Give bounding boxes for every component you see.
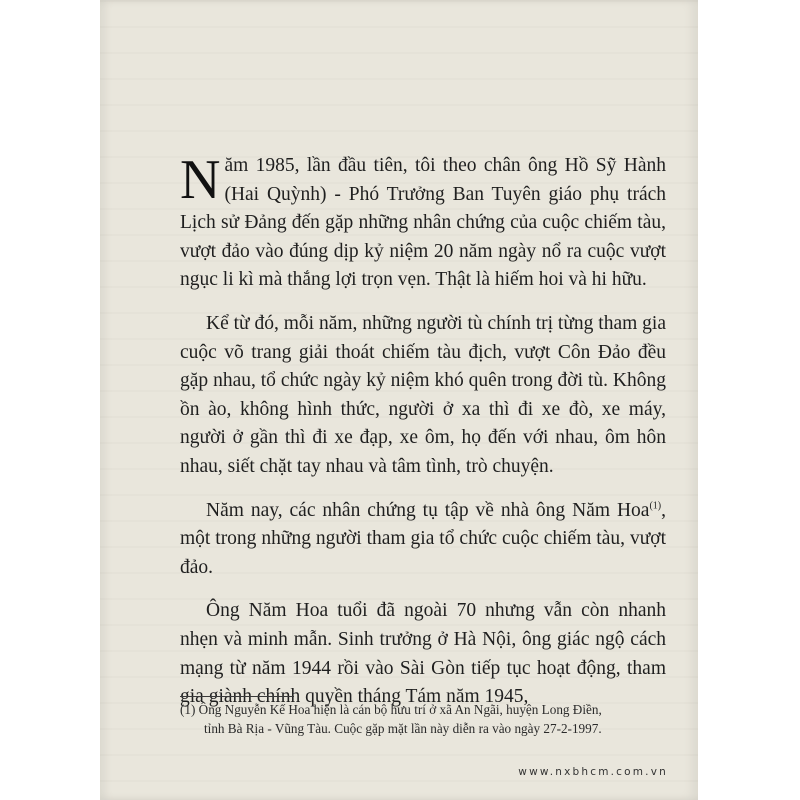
footnote-reference: (1)	[649, 500, 662, 512]
paragraph-3	[180, 497, 666, 583]
paragraph-4: Ông Năm Hoa tuổi đã ngoài 70 nhưng vẫn còn nhanh nhẹn và minh mẫn. Sinh trưởng ở Hà Nội, ông giác ngộ cách mạng từ năm 1944 rồi vào Sài Gòn tiếp tục hoạt động, tham gia giành chính quyền tháng Tám năm 1945,	[180, 600, 666, 708]
book-page	[100, 0, 698, 800]
footnote-line-1: (1) Ông Nguyễn Kế Hoa hiện là cán bộ hưu trí ở xã An Ngãi, huyện Long Điền,	[180, 702, 602, 717]
paragraph-1	[180, 149, 666, 295]
body-text	[180, 149, 666, 727]
publisher-website: www.nxbhcm.com.vn	[518, 766, 668, 778]
footnote-line-2: tỉnh Bà Rịa - Vũng Tàu. Cuộc gặp mặt lần này diễn ra vào ngày 27-2-1997.	[204, 721, 602, 736]
paragraph-3-text-before: Năm nay, các nhân chứng tụ tập về nhà ông Năm Hoa	[206, 499, 650, 521]
paragraph-3-text-after: , một trong những người tham gia tổ chức cuộc chiếm tàu, vượt đảo.	[180, 499, 666, 578]
footnote-rule	[180, 696, 294, 697]
paragraph-2: Kể từ đó, mỗi năm, những người tù chính trị từng tham gia cuộc võ trang giải thoát chiếm tàu địch, vượt Côn Đảo đều gặp nhau, tổ chức ngày kỷ niệm khó quên trong đời tù. Không ồn ào, không hình thức, người ở xa thì đi xe đò, xe máy, người ở gần thì đi xe đạp, xe ôm, họ đến với nhau, ôm hôn nhau, siết chặt tay nhau và tâm tình, trò chuyện.	[180, 312, 666, 477]
footnote	[180, 700, 666, 738]
paragraph-1-text: ăm 1985, lần đầu tiên, tôi theo chân ông Hồ Sỹ Hành (Hai Quỳnh) - Phó Trưởng Ban Tuyên giáo phụ trách Lịch sử Đảng đến gặp những nhân chứng của cuộc chiếm tàu, vượt đảo vào đúng dịp kỷ niệm 20 năm ngày nổ ra cuộc vượt ngục li kì mà thắng lợi trọn vẹn. Thật là hiếm hoi và hi hữu.	[180, 155, 666, 291]
drop-cap: N	[180, 149, 221, 211]
